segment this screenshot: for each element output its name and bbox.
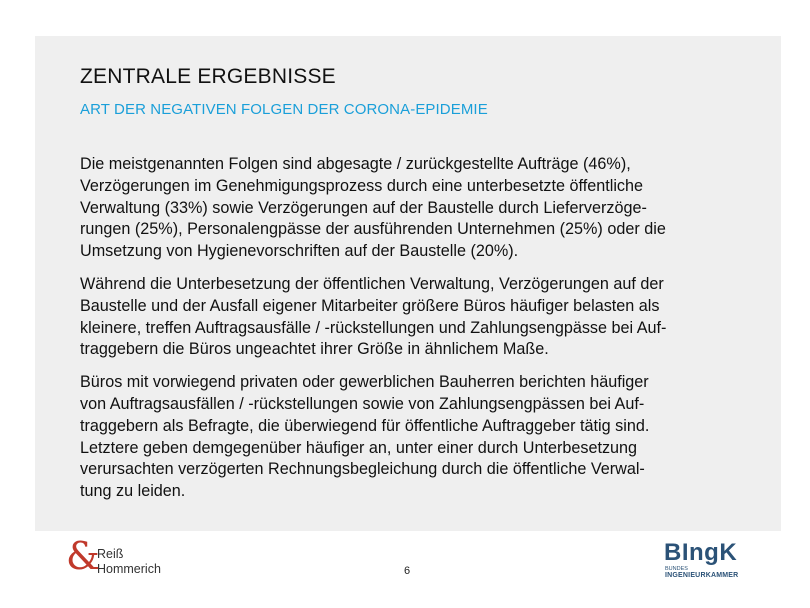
logo-subtext-line1: BUNDES [665,566,688,572]
paragraph: Büros mit vorwiegend privaten oder gewerblichen Bauherren berichten häufiger von Auftragsausfällen / -rückstellungen sowie von Zahlungsengpässen bei Auf- traggebern als Befragte, die überwiegend für öffentliche Auftraggeber tätig sind. Letztere geben demgegenüber häufiger an, unter einer durch Unterbesetzung verursachten verzögerten Rechnungsbegleichung durch die öffentliche Verwal- tung zu leiden. [80,373,650,501]
page-subtitle: ART DER NEGATIVEN FOLGEN DER CORONA-EPIDEMIE [80,101,488,118]
body-text [80,154,742,514]
bingk-logo [664,541,764,583]
paragraph: Während die Unterbesetzung der öffentlichen Verwaltung, Verzögerungen auf der Baustelle und der Ausfall eigener Mitarbeiter größere Büros häufiger belasten als kleinere, treffen Auftragsausfälle / -rückstellungen und Zahlungsengpässe bei Auf- traggebern die Büros ungeachtet ihrer Größe in ähnlichem Maße. [80,274,667,359]
page-number: 6 [403,565,411,577]
logo-text-line1: Reiß [97,547,124,561]
bingk-logo-mark: BIngK [664,539,738,566]
reiss-hommerich-logo [66,534,186,584]
paragraph: Die meistgenannten Folgen sind abgesagte / zurückgestellte Aufträge (46%), Verzögerungen im Genehmigungsprozess durch eine unterbesetzte öffentliche Verwaltung (33%) sowie Verzögerungen auf der Baustelle durch Lieferverzöge- rungen (25%), Personalengpässe der ausführenden Unternehmen (25%) oder die Umsetzung von Hygienevorschriften auf der Baustelle (20%). [80,155,666,261]
logo-subtext-line2: INGENIEURKAMMER [665,572,739,579]
page-title: ZENTRALE ERGEBNISSE [80,65,336,88]
ampersand-logo-icon: & [66,534,100,578]
logo-text-line2: Hommerich [97,562,161,576]
